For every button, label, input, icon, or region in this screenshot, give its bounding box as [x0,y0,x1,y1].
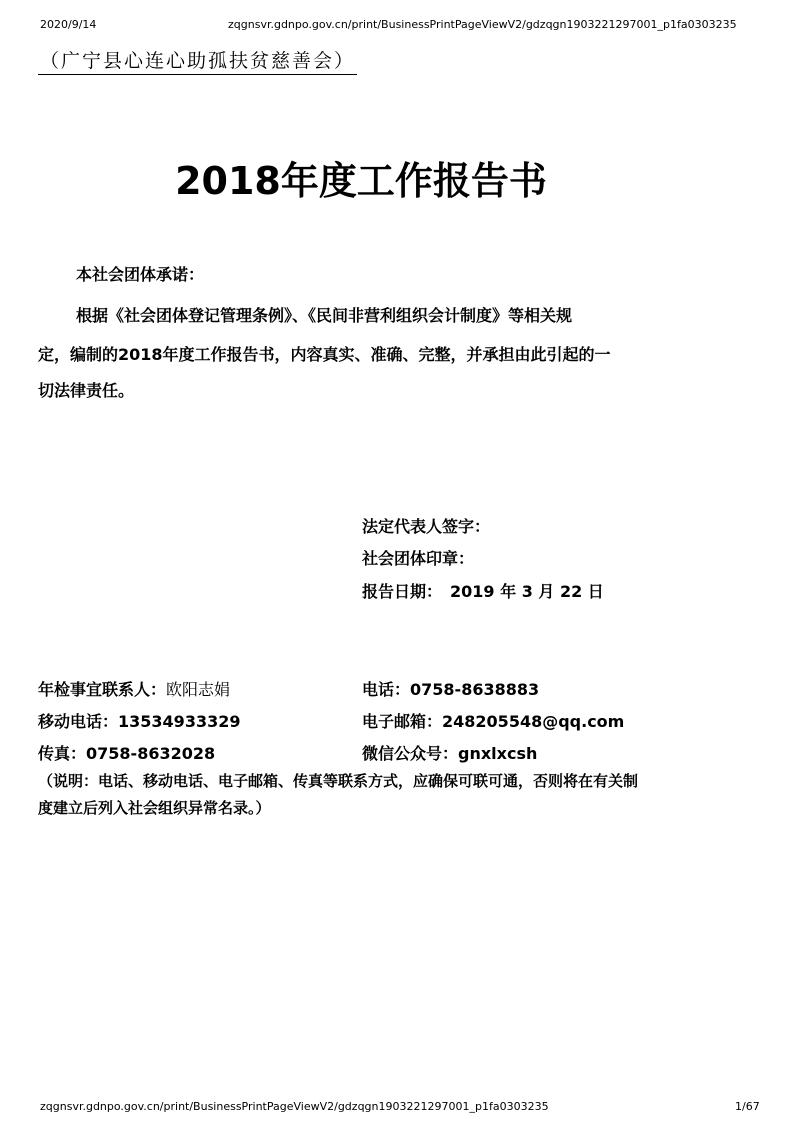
fax-row [38,741,215,764]
contact-person-label: 年检事宜联系人： [38,680,167,699]
wechat-value: gnxlxcsh [458,744,538,763]
legal-representative-signature-label: 法定代表人签字： [362,517,491,536]
wechat-label: 微信公众号： [362,744,459,763]
note-line-1: （说明：电话、移动电话、电子邮箱、传真等联系方式，应确保可联可通，否则将在有关制 [38,772,639,790]
contact-person-value: 欧阳志娟 [166,680,231,699]
fax-value: 0758-8632028 [86,744,216,763]
page-number: 1/67 [735,1100,760,1113]
document-title: 2018年度工作报告书 [175,159,547,203]
email-label: 电子邮箱： [362,712,443,731]
note-line-2: 度建立后列入社会组织异常名录。） [38,799,271,817]
commitment-line-2: 定，编制的2018年度工作报告书，内容真实、准确、完整，并承担由此引起的一 [38,345,611,364]
print-date: 2020/9/14 [40,18,97,31]
wechat-row [362,741,537,764]
report-date [362,579,604,602]
report-date-label: 报告日期： [362,582,443,601]
print-header-url: zqgnsvr.gdnpo.gov.cn/print/BusinessPrintPageViewV2/gdzqgn1903221297001_p1fa0303235 [228,18,737,31]
contact-person-row [38,677,230,700]
phone-label: 电话： [362,680,411,699]
phone-row [362,677,539,700]
mobile-row [38,709,240,732]
fax-label: 传真： [38,744,87,763]
commitment-line-1: 根据《社会团体登记管理条例》、《民间非营利组织会计制度》等相关规 [76,306,573,325]
commitment-line-3: 切法律责任。 [38,381,135,400]
phone-value: 0758-8638883 [410,680,540,699]
commitment-heading: 本社会团体承诺： [76,265,205,284]
organization-seal-label: 社会团体印章： [362,549,475,568]
mobile-label: 移动电话： [38,712,119,731]
report-date-value: 2019 年 3 月 22 日 [450,582,604,601]
email-value: 248205548@qq.com [442,712,625,731]
print-footer-url: zqgnsvr.gdnpo.gov.cn/print/BusinessPrintPageViewV2/gdzqgn1903221297001_p1fa0303235 [40,1100,549,1113]
organization-name: （广宁县心连心助孤扶贫慈善会） [38,46,357,75]
mobile-value: 13534933329 [118,712,241,731]
email-row [362,709,624,732]
